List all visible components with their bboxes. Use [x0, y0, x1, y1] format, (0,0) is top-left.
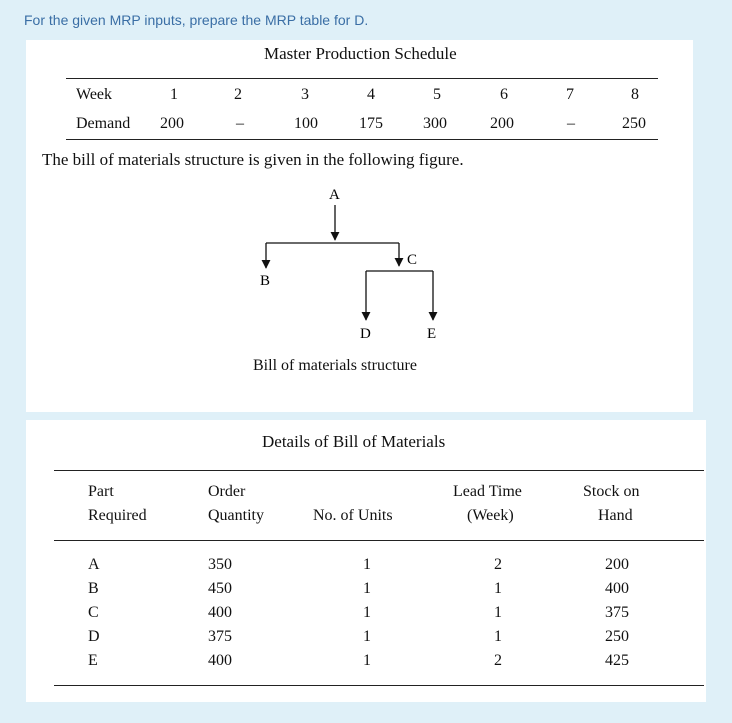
row-a-part: A [88, 556, 100, 573]
details-header-rule [54, 540, 704, 541]
node-d: D [360, 326, 371, 342]
demand-5: 300 [423, 115, 447, 132]
header-lead-2: (Week) [467, 507, 514, 524]
row-b-stock: 400 [605, 580, 629, 597]
row-c-order: 400 [208, 604, 232, 621]
row-b-lead: 1 [494, 580, 502, 597]
node-c: C [407, 252, 418, 268]
row-b-order: 450 [208, 580, 232, 597]
node-b: B [260, 273, 271, 289]
row-c-stock: 375 [605, 604, 629, 621]
row-e-stock: 425 [605, 652, 629, 669]
node-e: E [427, 326, 437, 342]
demand-2: – [236, 115, 244, 132]
row-a-lead: 2 [494, 556, 502, 573]
header-stock-2: Hand [598, 507, 633, 524]
row-b-units: 1 [363, 580, 371, 597]
demand-7: – [567, 115, 575, 132]
row-b-part: B [88, 580, 99, 597]
row-a-units: 1 [363, 556, 371, 573]
row-c-lead: 1 [494, 604, 502, 621]
header-order-1: Order [208, 483, 246, 500]
details-bottom-rule [54, 685, 704, 686]
row-e-order: 400 [208, 652, 232, 669]
demand-4: 175 [359, 115, 383, 132]
demand-6: 200 [490, 115, 514, 132]
header-part-1: Part [88, 483, 114, 500]
demand-1: 200 [160, 115, 184, 132]
header-stock-1: Stock on [583, 483, 640, 500]
row-c-part: C [88, 604, 99, 621]
row-c-units: 1 [363, 604, 371, 621]
bom-details-panel [26, 420, 706, 702]
bom-intro-text: The bill of materials structure is given in the following figure. [42, 150, 464, 169]
row-e-lead: 2 [494, 652, 502, 669]
header-order-2: Quantity [208, 507, 264, 524]
week-5: 5 [433, 86, 441, 103]
row-d-units: 1 [363, 628, 371, 645]
details-top-rule [54, 470, 704, 471]
row-e-part: E [88, 652, 98, 669]
demand-3: 100 [294, 115, 318, 132]
demand-8: 250 [622, 115, 646, 132]
week-4: 4 [367, 86, 375, 103]
mps-title: Master Production Schedule [264, 44, 457, 63]
week-label: Week [76, 86, 113, 103]
mps-bom-panel [26, 40, 693, 412]
row-e-units: 1 [363, 652, 371, 669]
week-2: 2 [234, 86, 242, 103]
week-3: 3 [301, 86, 309, 103]
bom-caption: Bill of materials structure [253, 357, 417, 374]
week-8: 8 [631, 86, 639, 103]
details-title: Details of Bill of Materials [262, 432, 446, 451]
node-a: A [329, 187, 340, 203]
header-part-2: Required [88, 507, 147, 524]
question-text: For the given MRP inputs, prepare the MRP table for D. [24, 12, 369, 28]
row-a-stock: 200 [605, 556, 629, 573]
week-6: 6 [500, 86, 508, 103]
row-d-lead: 1 [494, 628, 502, 645]
header-lead-1: Lead Time [453, 483, 522, 500]
row-d-order: 375 [208, 628, 232, 645]
header-units: No. of Units [313, 507, 393, 524]
row-d-stock: 250 [605, 628, 629, 645]
row-d-part: D [88, 628, 100, 645]
week-1: 1 [170, 86, 178, 103]
demand-label: Demand [76, 115, 131, 132]
row-a-order: 350 [208, 556, 232, 573]
week-7: 7 [566, 86, 574, 103]
